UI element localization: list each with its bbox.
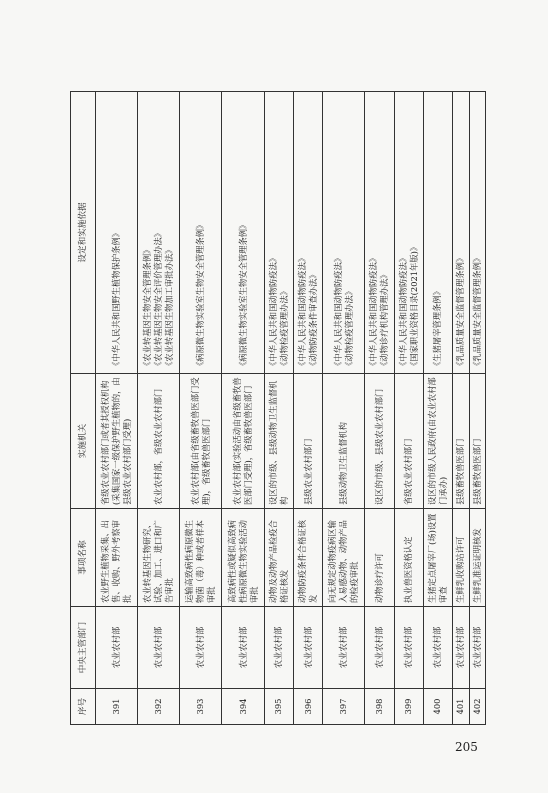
row-dept: 农业农村部 bbox=[365, 607, 394, 689]
row-item-name: 生鲜乳收购站许可 bbox=[453, 509, 469, 607]
row-basis bbox=[394, 92, 423, 374]
row-dept: 农业农村部 bbox=[180, 607, 222, 689]
basis-law: 《农业转基因生物安全管理条例》 bbox=[142, 245, 153, 370]
basis-law: 《动物防疫条件审查办法》 bbox=[308, 270, 319, 370]
basis-law: 《国家职业资格目录(2021年版)》 bbox=[408, 242, 419, 370]
row-authority: 农业农村部(由省级畜牧兽医部门受理)，省级畜牧兽医部门 bbox=[180, 374, 222, 509]
row-basis bbox=[323, 92, 365, 374]
table-row bbox=[423, 92, 452, 725]
header-dept: 中央主管部门 bbox=[71, 607, 96, 689]
row-authority: 县级农业农村部门 bbox=[293, 374, 322, 509]
row-item-name: 执业兽医资格认定 bbox=[394, 509, 423, 607]
basis-law: 《中华人民共和国野生植物保护条例》 bbox=[111, 228, 122, 370]
row-num: 401 bbox=[453, 689, 469, 725]
row-dept: 农业农村部 bbox=[423, 607, 452, 689]
row-authority: 农业农村部(实验活动由省级畜牧兽医部门受理)，省级畜牧兽医部门 bbox=[222, 374, 264, 509]
table-row bbox=[138, 92, 180, 725]
basis-law: 《病原微生物实验室生物安全管理条例》 bbox=[237, 220, 248, 370]
row-num: 400 bbox=[423, 689, 452, 725]
row-item-name: 生猪定点屠宰厂(场)设置审查 bbox=[423, 509, 452, 607]
row-basis bbox=[365, 92, 394, 374]
row-authority: 县级畜牧兽医部门 bbox=[453, 374, 469, 509]
row-num: 397 bbox=[323, 689, 365, 725]
row-authority: 县级畜牧兽医部门 bbox=[469, 374, 486, 509]
row-item-name: 运输高致病性病原微生物菌（毒）种或者样本审批 bbox=[180, 509, 222, 607]
row-dept: 农业农村部 bbox=[323, 607, 365, 689]
row-authority: 设区的市级人民政府(由农业农村部门承办) bbox=[423, 374, 452, 509]
basis-law: 《病原微生物实验室生物安全管理条例》 bbox=[195, 220, 206, 370]
basis-law: 《中华人民共和国动物防疫法》 bbox=[397, 253, 408, 370]
row-num: 392 bbox=[138, 689, 180, 725]
row-basis bbox=[96, 92, 138, 374]
row-item-name: 动物诊疗许可 bbox=[365, 509, 394, 607]
row-authority: 农业农村部，省级农业农村部门 bbox=[138, 374, 180, 509]
row-dept: 农业农村部 bbox=[394, 607, 423, 689]
row-dept: 农业农村部 bbox=[222, 607, 264, 689]
table-row bbox=[323, 92, 365, 725]
row-basis bbox=[423, 92, 452, 374]
basis-law: 《乳品质量安全监督管理条例》 bbox=[471, 253, 482, 370]
basis-law: 《中华人民共和国动物防疫法》 bbox=[267, 253, 278, 370]
row-item-name: 动物防疫条件合格证核发 bbox=[293, 509, 322, 607]
basis-law: 《动物检疫管理办法》 bbox=[278, 287, 289, 370]
row-dept: 农业农村部 bbox=[469, 607, 486, 689]
row-item-name: 高致病性或疑似高致病性病原微生物实验活动审批 bbox=[222, 509, 264, 607]
table-row bbox=[453, 92, 469, 725]
table-row bbox=[96, 92, 138, 725]
row-basis bbox=[293, 92, 322, 374]
basis-law: 《动物检疫管理办法》 bbox=[343, 287, 354, 370]
table-row bbox=[222, 92, 264, 725]
table-row bbox=[264, 92, 293, 725]
row-num: 393 bbox=[180, 689, 222, 725]
row-dept: 农业农村部 bbox=[264, 607, 293, 689]
header-authority: 实施机关 bbox=[71, 374, 96, 509]
header-num: 序号 bbox=[71, 689, 96, 725]
approval-items-table bbox=[70, 91, 486, 725]
table-row bbox=[469, 92, 486, 725]
basis-law: 《乳品质量安全监督管理条例》 bbox=[455, 253, 466, 370]
row-basis bbox=[469, 92, 486, 374]
row-authority: 省级农业农村部门 bbox=[394, 374, 423, 509]
table-row bbox=[293, 92, 322, 725]
row-dept: 农业农村部 bbox=[138, 607, 180, 689]
row-dept: 农业农村部 bbox=[453, 607, 469, 689]
basis-law: 《中华人民共和国动物防疫法》 bbox=[332, 253, 343, 370]
row-basis bbox=[180, 92, 222, 374]
table-row bbox=[180, 92, 222, 725]
header-basis: 设定和实施依据 bbox=[71, 92, 96, 374]
basis-law: 《农业转基因生物安全评价管理办法》 bbox=[153, 228, 164, 370]
table-header-row bbox=[71, 92, 96, 725]
row-num: 399 bbox=[394, 689, 423, 725]
rotated-table-container bbox=[70, 92, 486, 725]
row-authority: 省级农业农村部门或者其授权机构(采集国家一级保护野生植物的，由县级农业农村部门受理) bbox=[96, 374, 138, 509]
basis-law: 《中华人民共和国动物防疫法》 bbox=[297, 253, 308, 370]
basis-law: 《农业转基因生物加工审批办法》 bbox=[164, 245, 175, 370]
table-body bbox=[96, 92, 486, 725]
row-authority: 县级动物卫生监督机构 bbox=[323, 374, 365, 509]
basis-law: 《生猪屠宰管理条例》 bbox=[432, 287, 443, 370]
row-item-name: 动物及动物产品检疫合格证核发 bbox=[264, 509, 293, 607]
row-basis bbox=[138, 92, 180, 374]
row-dept: 农业农村部 bbox=[96, 607, 138, 689]
row-num: 395 bbox=[264, 689, 293, 725]
row-num: 402 bbox=[469, 689, 486, 725]
row-item-name: 生鲜乳准运证明核发 bbox=[469, 509, 486, 607]
basis-law: 《中华人民共和国动物防疫法》 bbox=[368, 253, 379, 370]
row-num: 391 bbox=[96, 689, 138, 725]
row-item-name: 农业野生植物采集、出售、收购、野外考察审批 bbox=[96, 509, 138, 607]
table-row bbox=[365, 92, 394, 725]
header-item: 事项名称 bbox=[71, 509, 96, 607]
row-num: 396 bbox=[293, 689, 322, 725]
page-number: 205 bbox=[455, 740, 478, 754]
row-item-name: 向无规定动物疫病区输入易感动物、动物产品的检疫审批 bbox=[323, 509, 365, 607]
row-dept: 农业农村部 bbox=[293, 607, 322, 689]
row-num: 398 bbox=[365, 689, 394, 725]
row-basis bbox=[264, 92, 293, 374]
row-authority: 设区的市级、县级农业农村部门 bbox=[365, 374, 394, 509]
row-authority: 设区的市级、县级动物卫生监督机构 bbox=[264, 374, 293, 509]
table-row bbox=[394, 92, 423, 725]
row-basis bbox=[453, 92, 469, 374]
row-num: 394 bbox=[222, 689, 264, 725]
row-basis bbox=[222, 92, 264, 374]
row-item-name: 农业转基因生物研究、试验、加工、进口和广告审批 bbox=[138, 509, 180, 607]
basis-law: 《动物诊疗机构管理办法》 bbox=[379, 270, 390, 370]
